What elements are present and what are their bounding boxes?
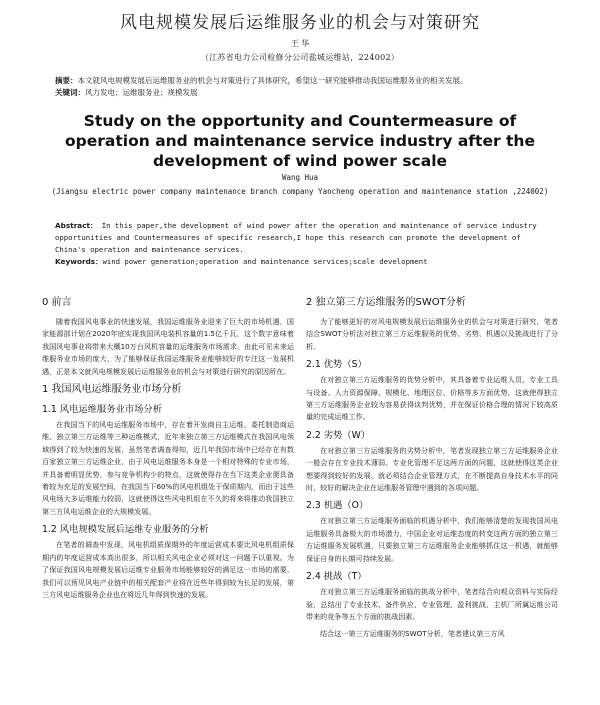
- english-title: Study on the opportunity and Countermeasure of operation and maintenance service industry after the development of wind power scale: [65, 112, 535, 170]
- section-1-1-heading: 1.1 风电运维服务业市场分析: [42, 404, 163, 416]
- chinese-title: 风电规模发展后运维服务业的机会与对策研究: [120, 13, 480, 33]
- english-abstract-block: [55, 220, 550, 268]
- section-1-1-paragraph: 在我国当下的风电运维服务市场中，存在着开发商自主运维、委托制造商运维、独立第三方运维等三种运维模式，近年来独立第三方运维模式在我国风电领域得到了较为快速的发展，虽然笔者调查得知，近几年我国市场中已经存在有数百家独立第三方运维企业，由于风电运维服务本身是一个相对特殊的专业市场，并具备着明显优势，参与竞争机构少的特点，这就使得存在当下这类企业便具备着较为充足的发展空间，在我国当下60%的风电机组处于保质期内，而由于这些风电场大多运维能力较弱，这就使得这些风电机组在不久的将来将推动我国独立第三方风电运维企业的大规模发展。: [42, 420, 294, 516]
- section-2-4-heading: 2.4 挑战（T）: [306, 571, 367, 583]
- english-affiliation: (Jiangsu electric power company maintenance branch company Yancheng operation and maintenance station ,224002): [51, 187, 549, 196]
- section-0-paragraph: 随着我国风电事业的快速发展，我国运维服务业迎来了巨大的市场机遇，国家能源部计划在2020年底实现我国风电装机容量的1.5亿千瓦，这个数字意味着我国风电事业将带来大概10万台风机容量的运维服务市场需求，由此可见未来运维服务业市场的庞大，为了能够保证我国运维服务业能够较好的专注这一发展机遇，正是本文就风电规模发展后运维服务业的机会与对策进行研究的原因所在。: [42, 317, 294, 376]
- english-abstract-label: Abstract：: [55, 221, 98, 230]
- english-author: Wang Hua: [281, 173, 319, 182]
- section-2-2-paragraph: 在对独立第三方运维服务的劣势分析中，笔者发现独立第三方运维服务企业一般会存在专业技术薄弱、专业化管理不足这两方面的问题，这就使得这类企业想要得到较好的发展，就必须结合企业管理方式，在不断提高自身技术水平的同时，较好的解决企业在运维服务管理中遇到的各项问题。: [306, 445, 558, 493]
- section-2-1-paragraph: 在对独立第三方运维服务的优势分析中，其具备着专业运维人员、专业工具与设备、人力资源保障、规模化、地理区位、价格等多方面优势，这就使得独立第三方运维服务企业较为容易获得谈判优势，并在保证价格合理的情况下较高质量的完成运维工作。: [306, 375, 558, 422]
- section-2-1-heading: 2.1 优势（S）: [306, 359, 367, 371]
- section-1-2-paragraph: 在笔者的调查中发现，风电机组质保期外的年度运营成本要比风电机组质保期内的年度运营成本高出很多，所以相关风电企业必须对这一问题予以重视。为了保证我国风电规模发展后运维专业服务市场能够较好的满足这一市场的需要，我们可以预见风电产业链中的相关配套产业将在近些年得到较为长足的发展，第三方风电运维服务企业也在将近几年得到快速的发展。: [42, 540, 294, 599]
- abstract-text: 本文就风电规模发展后运维服务业的机会与对策进行了具体研究，希望这一研究能够推动我国运维服务业的相关发展。: [77, 76, 468, 85]
- left-column: [42, 296, 294, 606]
- chinese-keywords: [55, 87, 555, 99]
- section-2-closing-paragraph: 结合这一第三方运维服务的SWOT分析，笔者建议第三方风: [320, 629, 505, 639]
- abstract-label: 摘要：: [55, 76, 78, 85]
- keywords-text: 风力发电；运维服务业；规模发展: [85, 88, 198, 97]
- author-name: 王 华: [290, 39, 310, 48]
- section-0-heading: 0 前言: [42, 297, 72, 308]
- section-2-3-paragraph: 在对独立第三方运维服务面临的机遇分析中，我们能够清楚的发现我国风电运维服务具备极大的市场潜力，中国企业对运维态度的转变这两方面的独立第三方运维服务发展机遇，只要独立第三方运维服务企业能够抓住这一机遇，就能够保证自身的长期可持续发展。: [306, 516, 558, 563]
- chinese-abstract: [55, 75, 555, 87]
- section-2-4-paragraph: 在对独立第三方运维服务面临的挑战分析中，笔者结合向观众资料与实际经验，总结出了专业技术、备件供应、专业管理、盈利挑战、主机厂所属运维公司带来的竞争等五个方面的挑战因素。: [306, 587, 558, 621]
- keywords-label: 关键词：: [55, 88, 85, 97]
- author-affiliation: （江苏省电力公司检修分公司盐城运维站，224002）: [200, 53, 400, 62]
- chinese-abstract-block: [55, 75, 555, 99]
- section-1-heading: 1 我国风电运维服务业市场分析: [42, 384, 182, 396]
- section-1-2-heading: 1.2 风电规模发展后运维专业服务的分析: [42, 524, 209, 536]
- english-abstract: [55, 220, 550, 256]
- english-keywords: [55, 256, 550, 268]
- english-abstract-text: In this paper,the development of wind power after the operation and maintenance of service industry opportunities and Countermeasures of specific research,I hope this research can promote the development of China's operation and maintenance services.: [55, 221, 537, 254]
- right-column: [306, 296, 558, 646]
- section-2-paragraph: 为了能够更好的对风电规模发展后运维服务业的机会与对策进行研究，笔者结合SWOT分析法对独立第三方运维服务的优势、劣势、机遇以及挑战进行了分析。: [306, 317, 558, 351]
- section-2-2-heading: 2.2 劣势（W）: [306, 429, 371, 441]
- english-keywords-text: wind power generation;operation and maintenance services;scale development: [102, 257, 428, 266]
- english-keywords-label: Keywords：: [55, 257, 103, 266]
- section-2-heading: 2 独立第三方运维服务的SWOT分析: [306, 297, 466, 308]
- section-2-3-heading: 2.3 机遇（O）: [306, 500, 369, 512]
